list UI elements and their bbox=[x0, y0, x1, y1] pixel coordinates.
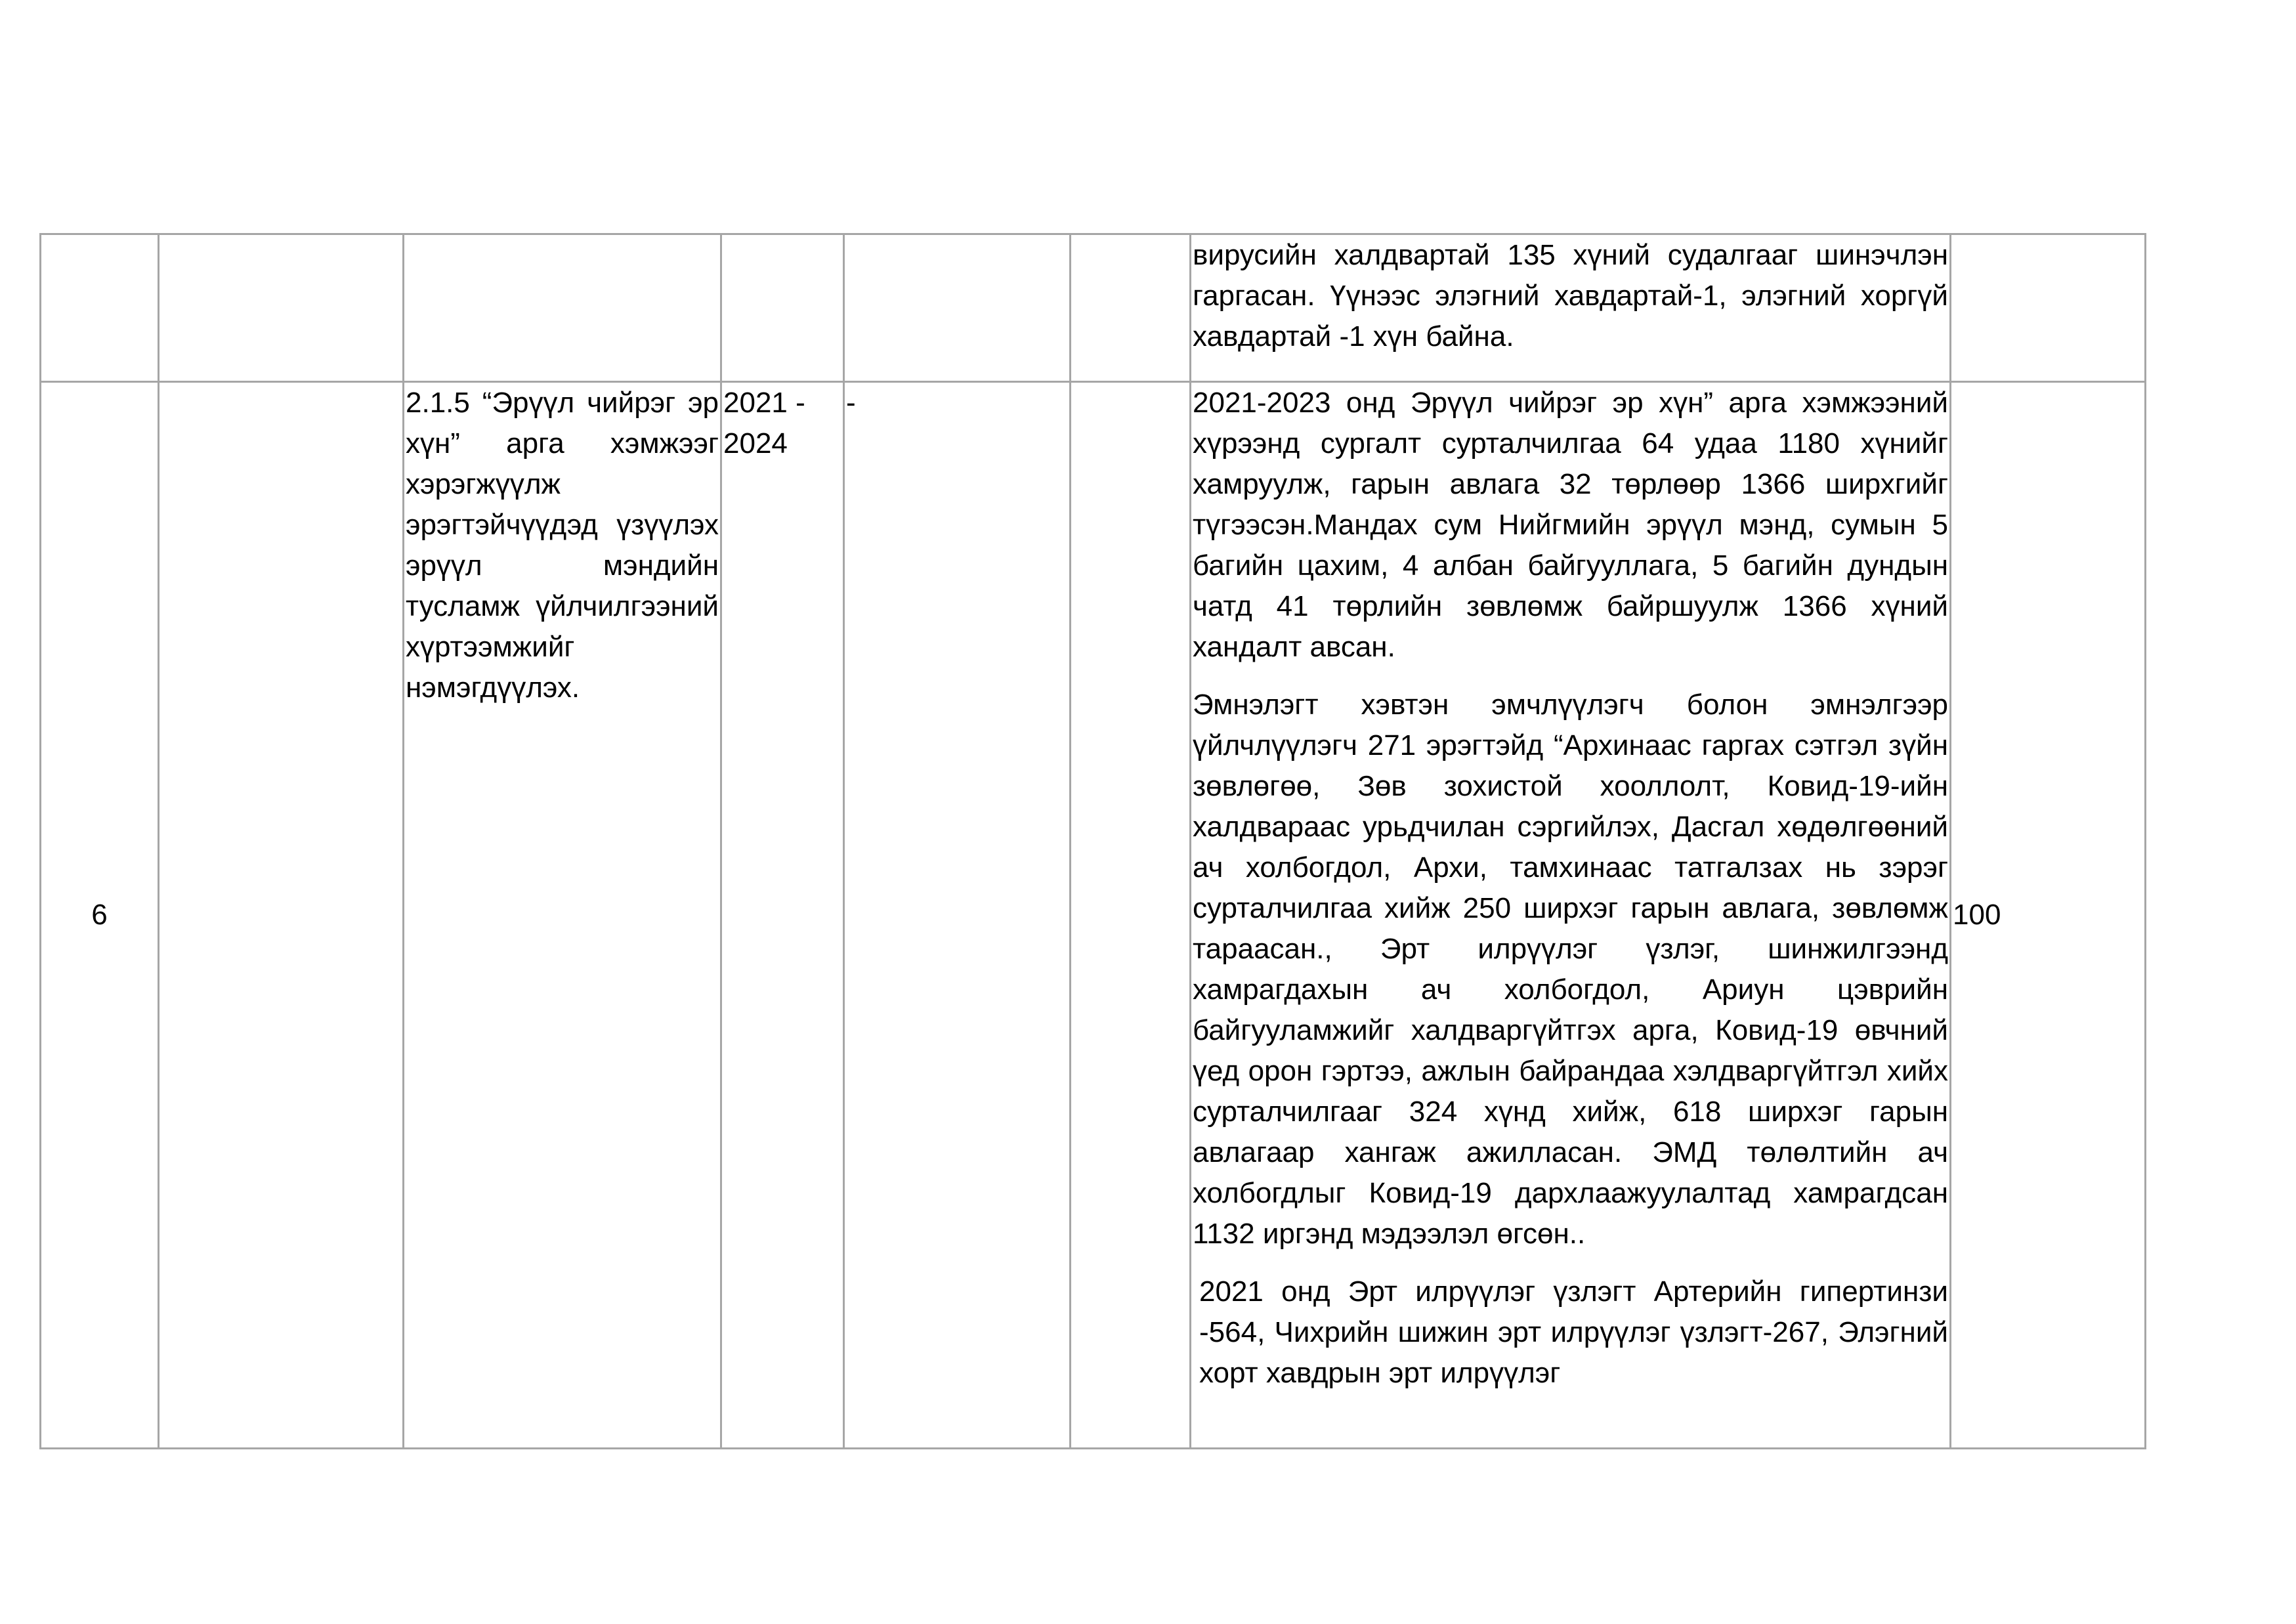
cell-result bbox=[1191, 382, 1951, 1449]
table-row-continued bbox=[41, 234, 2146, 382]
result-paragraph-3: 2021 онд Эрт илрүүлэг үзлэгт Артерийн гипертинзи -564, Чихрийн шижин эрт илрүүлэг үзлэгт-267, Элэгний хорт хавдрын эрт илрүүлэг bbox=[1199, 1275, 1948, 1389]
table-row bbox=[41, 382, 2146, 1449]
cell-period: 2021 - 2024 bbox=[721, 382, 844, 1449]
cell-goal-empty bbox=[159, 234, 404, 382]
cell-number-empty bbox=[41, 234, 159, 382]
cell-activity: 2.1.5 “Эрүүл чийрэг эр хүн” арга хэмжээг хэрэгжүүлж эрэгтэйчүүдэд үзүүлэх эрүүл мэндийн тусламж үйлчилгээний хүртээмжийг нэмэгдүүлэх. bbox=[404, 382, 721, 1449]
cell-col6-empty bbox=[1071, 234, 1191, 382]
result-paragraph-1: 2021-2023 онд Эрүүл чийрэг эр хүн” арга хэмжээний хүрээнд сургалт сурталчилгаа 64 удаа 1180 хүнийг хамруулж, гарын авлага 32 төрлөөр 1366 ширхгийг түгээсэн.Мандах сум Нийгмийн эрүүл мэнд, сумын 5 багийн цахим, 4 албан байгууллага, 5 багийн дундын чатд 41 төрлийн зөвлөмж байршуулж 1366 хүний хандалт авсан. bbox=[1193, 387, 1948, 663]
cell-result-continued: вирусийн халдвартай 135 хүний судалгааг шинэчлэн гаргасан. Үүнээс элэгний хавдартай-1, элэгний хоргүй хавдартай -1 хүн байна. bbox=[1191, 234, 1951, 382]
cell-goal bbox=[159, 382, 404, 1449]
cell-percent-empty bbox=[1951, 234, 2146, 382]
cell-col5: - bbox=[844, 382, 1071, 1449]
cell-row-number: 6 bbox=[41, 382, 159, 1449]
result-paragraph-2: Эмнэлэгт хэвтэн эмчлүүлэгч болон эмнэлгээр үйлчлүүлэгч 271 эрэгтэйд “Архинаас гаргах сэтгэл зүйн зөвлөгөө, Зөв зохистой хооллолт, Ковид-19-ийн халдвараас урьдчилан сэргийлэх, Дасгал хөдөлгөөний ач холбогдол, Архи, тамхинаас татгалзах нь зэрэг сурталчилгаа хийж 250 ширхэг гарын авлага, зөвлөмж тараасан., Эрт илрүүлэг үзлэг, шинжилгээнд хамрагдахын ач холбогдол, Ариун цэврийн байгууламжийг халдваргүйтгэх арга, Ковид-19 өвчний үед орон гэртээ, ажлын байрандаа хэлдваргүйтгэл хийх сурталчилгааг 324 хүнд хийж, 618 ширхэг гарын авлагаар хангаж ажилласан. ЭМД төлөлтийн ач холбогдлыг Ковид-19 дархлаажуулалтад хамрагдсан 1132 иргэнд мэдээлэл өгсөн.. bbox=[1193, 689, 1948, 1250]
cell-col6 bbox=[1071, 382, 1191, 1449]
report-table bbox=[39, 233, 2146, 1449]
cell-percent: 100 bbox=[1951, 382, 2146, 1449]
cell-col5-empty bbox=[844, 234, 1071, 382]
cell-activity-empty bbox=[404, 234, 721, 382]
cell-period-empty bbox=[721, 234, 844, 382]
